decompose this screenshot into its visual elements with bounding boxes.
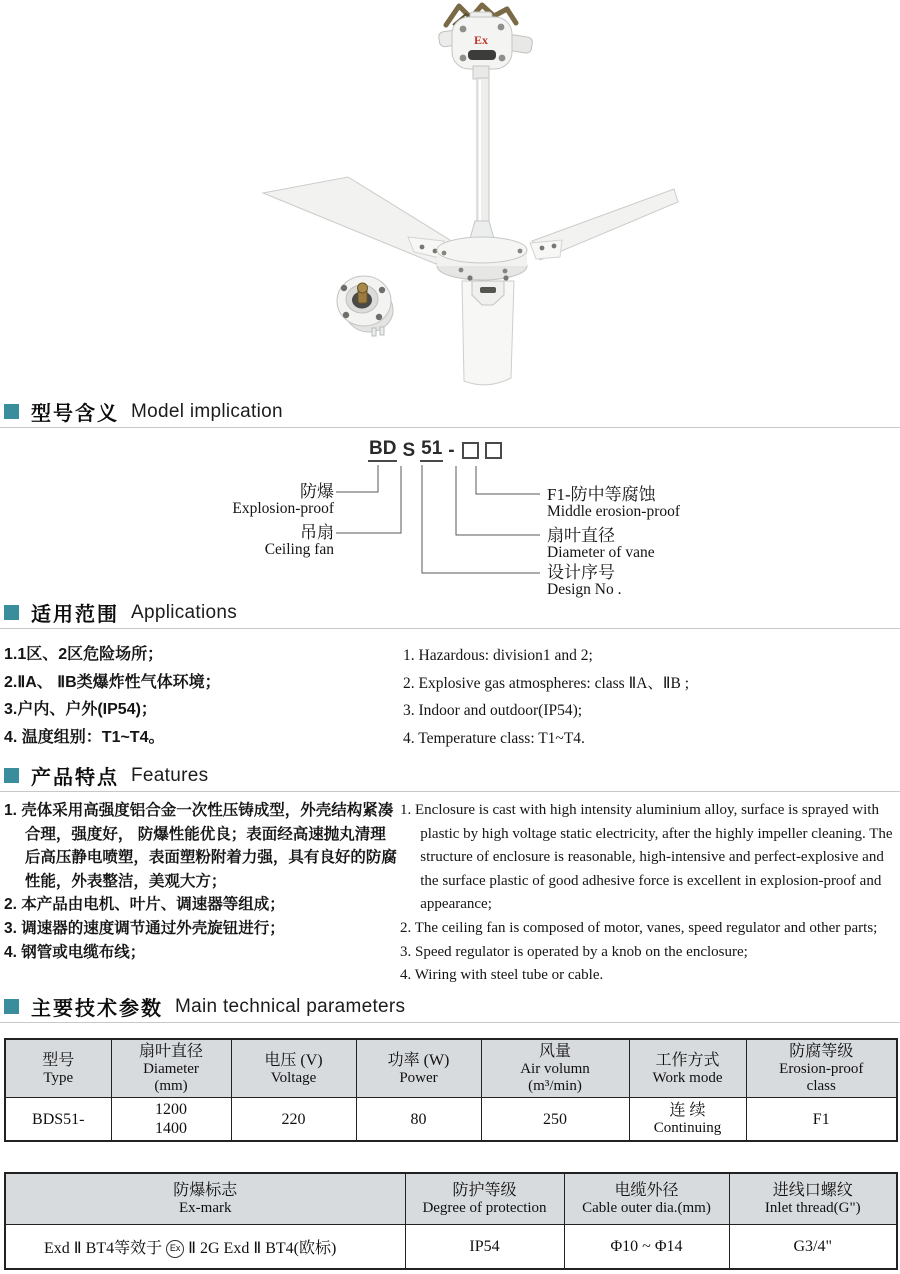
value-voltage: 220	[231, 1098, 356, 1142]
section-bullet-icon	[4, 999, 19, 1014]
label-ceiling-fan	[265, 523, 334, 558]
section-title-en: Main technical parameters	[175, 995, 406, 1017]
list-item: 1. 壳体采用高强度铝合金一次性压铸成型，外壳结构紧凑合理，强度好， 防爆性能优良；表面经高速抛丸清理后高压静电喷塑，表面塑粉附着力强，具有良好的防腐性能，外表整洁，美观大方；	[4, 802, 397, 890]
label-design-zh: 设计序号	[547, 563, 615, 582]
label-vane-en: Diameter of vane	[547, 544, 655, 561]
col-inlet-thread: 进线口螺纹 Inlet thread(G")	[729, 1173, 897, 1224]
model-box-2	[485, 442, 502, 459]
label-ceiling-en: Ceiling fan	[264, 541, 334, 558]
list-item: 4. Temperature class: T1~T4.	[403, 729, 585, 747]
value-work-mode: 连 续 Continuing	[629, 1098, 746, 1142]
list-item: 4. 温度组别：T1~T4。	[4, 728, 165, 746]
model-box-1	[462, 442, 479, 459]
col-cable-diameter: 电缆外径 Cable outer dia.(mm)	[564, 1173, 729, 1224]
applications-list-en	[403, 642, 897, 752]
label-vane-diameter	[547, 526, 655, 561]
model-code	[368, 438, 502, 462]
section-parameters	[0, 992, 900, 1028]
list-item: 1.1区、2区危险场所；	[4, 646, 164, 663]
section-rule	[0, 791, 900, 792]
value-ex-mark	[5, 1224, 405, 1269]
label-ceiling-zh: 吊扇	[300, 523, 334, 542]
model-code-s: S	[402, 440, 416, 461]
features-list-en	[400, 799, 898, 988]
down-rod	[469, 78, 495, 242]
value-diameter: 1200 1400	[111, 1098, 231, 1142]
table-header-row	[5, 1173, 897, 1224]
section-rule	[0, 1022, 900, 1023]
col-power: 功率 (W) Power	[356, 1039, 481, 1098]
product-photo-ceiling-fan	[230, 0, 690, 398]
section-bullet-icon	[4, 605, 19, 620]
label-erosion-zh: F1-防中等腐蚀	[547, 485, 656, 504]
value-type: BDS51-	[5, 1098, 111, 1142]
list-item: 3.户内、户外(IP54)；	[4, 701, 157, 718]
section-bullet-icon	[4, 768, 19, 783]
value-protection-degree: IP54	[405, 1224, 564, 1269]
list-item: 3. Indoor and outdoor(IP54);	[403, 702, 583, 719]
model-number-diagram	[0, 432, 900, 600]
list-item: 2. The ceiling fan is composed of motor, vanes, speed regulator and other parts;	[400, 919, 878, 936]
section-title-zh: 型号含义	[31, 403, 119, 425]
model-code-bd: BD	[368, 438, 397, 462]
atex-ex-symbol-icon: Ex	[166, 1240, 184, 1258]
section-title-zh: 主要技术参数	[31, 998, 163, 1020]
motor-housing	[437, 237, 527, 280]
section-rule	[0, 628, 900, 629]
label-vane-zh: 扇叶直径	[547, 526, 615, 545]
table-header-row	[5, 1039, 897, 1098]
table-row	[5, 1098, 897, 1142]
col-ex-mark: 防爆标志 Ex-mark	[5, 1173, 405, 1224]
value-air-volume: 250	[481, 1098, 629, 1142]
parameters-table	[4, 1038, 898, 1142]
list-item: 4. Wiring with steel tube or cable.	[400, 967, 604, 984]
col-diameter: 扇叶直径 Diameter (mm)	[111, 1039, 231, 1098]
model-code-51: 51	[420, 438, 443, 462]
label-explosion-proof	[232, 482, 334, 517]
col-protection-degree: 防护等级 Degree of protection	[405, 1173, 564, 1224]
col-voltage: 电压 (V) Voltage	[231, 1039, 356, 1098]
list-item: 1. Enclosure is cast with high intensity aluminium alloy, surface is sprayed with plastic by high voltage static electricity, after the highly impeller cleaning. The structure of enclosure is reasonable, high-intensive and perfect-explosive and the surface plastic of good adhesive force is excellent in explosion-proof and appearance;	[400, 802, 893, 913]
section-title-zh: 产品特点	[31, 767, 119, 789]
col-type: 型号 Type	[5, 1039, 111, 1098]
label-erosion-proof	[547, 485, 680, 520]
model-code-dash: -	[448, 440, 455, 461]
junction-box	[438, 12, 533, 79]
list-item: 4. 钢管或电缆布线；	[4, 943, 146, 961]
label-explosion-en: Explosion-proof	[232, 500, 334, 517]
list-item: 2.ⅡA、 ⅡB类爆炸性气体环境；	[4, 673, 221, 691]
list-item: 2. 本产品由电机、叶片、调速器等组成；	[4, 896, 285, 914]
section-title-en: Model implication	[131, 400, 283, 422]
fan-blade-left	[263, 177, 458, 264]
ex-mark-prefix: Exd Ⅱ BT4等效于	[44, 1239, 163, 1257]
section-title-en: Applications	[131, 601, 238, 623]
section-bullet-icon	[4, 404, 19, 419]
list-item: 3. 调速器的速度调节通过外壳旋钮进行；	[4, 919, 285, 937]
ex-mark-table	[4, 1172, 898, 1270]
col-work-mode: 工作方式 Work mode	[629, 1039, 746, 1098]
label-erosion-en: Middle erosion-proof	[547, 503, 681, 520]
col-air-volume: 风量 Air volumn (m³/min)	[481, 1039, 629, 1098]
label-explosion-zh: 防爆	[300, 482, 334, 501]
label-design-no	[547, 563, 621, 598]
section-features	[0, 761, 900, 797]
features-list-zh	[4, 799, 398, 964]
ex-mark-label: Ex	[473, 33, 489, 47]
list-item: 3. Speed regulator is operated by a knob on the enclosure;	[400, 943, 748, 960]
section-title-en: Features	[131, 764, 209, 786]
value-erosion-class: F1	[746, 1098, 897, 1142]
label-design-en: Design No .	[547, 581, 622, 598]
section-rule	[0, 427, 900, 428]
ex-mark-suffix: Ⅱ 2G Exd Ⅱ BT4(欧标)	[188, 1239, 337, 1257]
list-item: 1. Hazardous: division1 and 2;	[403, 647, 593, 664]
table-row	[5, 1224, 897, 1269]
list-item: 2. Explosive gas atmospheres: class ⅡA、ⅡB ;	[403, 674, 690, 692]
value-cable-diameter: Φ10 ~ Φ14	[564, 1224, 729, 1269]
section-applications	[0, 598, 900, 634]
applications-list-zh	[4, 641, 396, 751]
section-title-zh: 适用范围	[31, 604, 119, 626]
junction-box-slot	[468, 50, 496, 60]
speed-regulator	[337, 276, 393, 336]
value-power: 80	[356, 1098, 481, 1142]
fan-blade-front	[462, 275, 514, 384]
fan-blade-right	[530, 189, 678, 260]
value-inlet-thread: G3/4"	[729, 1224, 897, 1269]
section-model-implication	[0, 397, 900, 433]
col-erosion-class: 防腐等级 Erosion-proof class	[746, 1039, 897, 1098]
